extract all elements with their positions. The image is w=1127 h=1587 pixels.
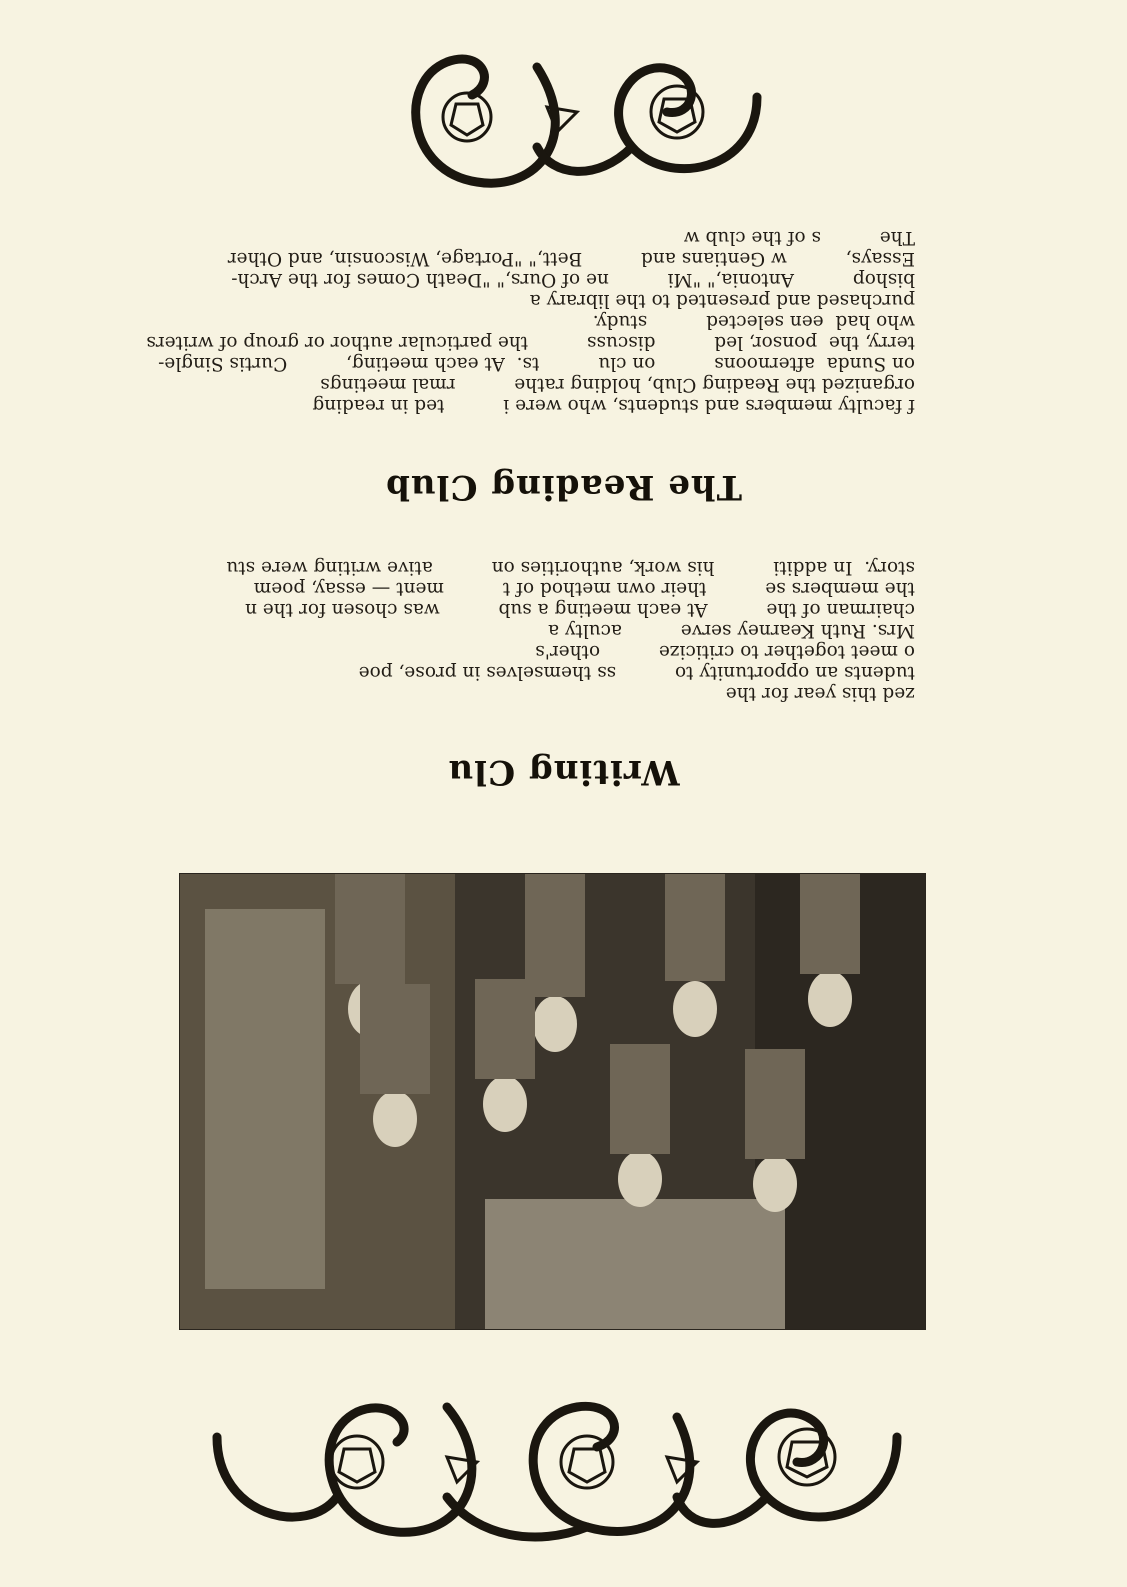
reading-line-6: purchased and presented to the library a: [529, 290, 915, 311]
reading-line-8: Essays, w Gentians and Bett," "Portage, Wisconsin, and Other: [227, 248, 915, 269]
reading-club-text: [146, 227, 915, 437]
writing-line-7: story. In additi his work, authorities on ative writing were stu: [226, 557, 915, 578]
club-group-photo: [180, 874, 925, 1329]
writing-line-2: tudents an opportunity to ss themselves in prose, poe: [358, 662, 915, 683]
reading-club-heading: The Reading Club: [385, 467, 742, 507]
writing-line-5: chairman of the At each meeting a sub was chosen for the n: [245, 599, 915, 620]
reading-line-2: organized the Reading Club, holding rathe rmal meetings: [320, 374, 915, 395]
writing-club-text: [226, 557, 915, 725]
reading-line-9: The s of the club w: [683, 227, 915, 248]
reading-line-1: f faculty members and students, who were i ted in reading: [312, 395, 915, 416]
reading-line-7: bishop Antonia," "Mi ne of Ours," "Death Comes for the Arch-: [231, 269, 915, 290]
reading-line-5: who had een selected study.: [592, 311, 915, 332]
scroll-ornament-icon: [197, 1377, 917, 1557]
writing-club-heading: Writing Clu: [447, 752, 680, 792]
reading-line-3: on Sunda afternoons on clu ts. At each meeting, Curtis Single-: [158, 353, 915, 374]
writing-line-3: o meet together to criticize other's: [535, 641, 915, 662]
writing-line-6: the members se their own method of t ment — essay, poem: [253, 578, 915, 599]
writing-line-1: zed this year for the: [725, 683, 915, 704]
writing-line-4: Mrs. Ruth Kearney serve aculty a: [548, 620, 915, 641]
reading-line-4: terry, the ponsor, led discuss the particular author or group of writers: [146, 332, 915, 353]
scroll-ornament-small-icon: [357, 32, 777, 207]
